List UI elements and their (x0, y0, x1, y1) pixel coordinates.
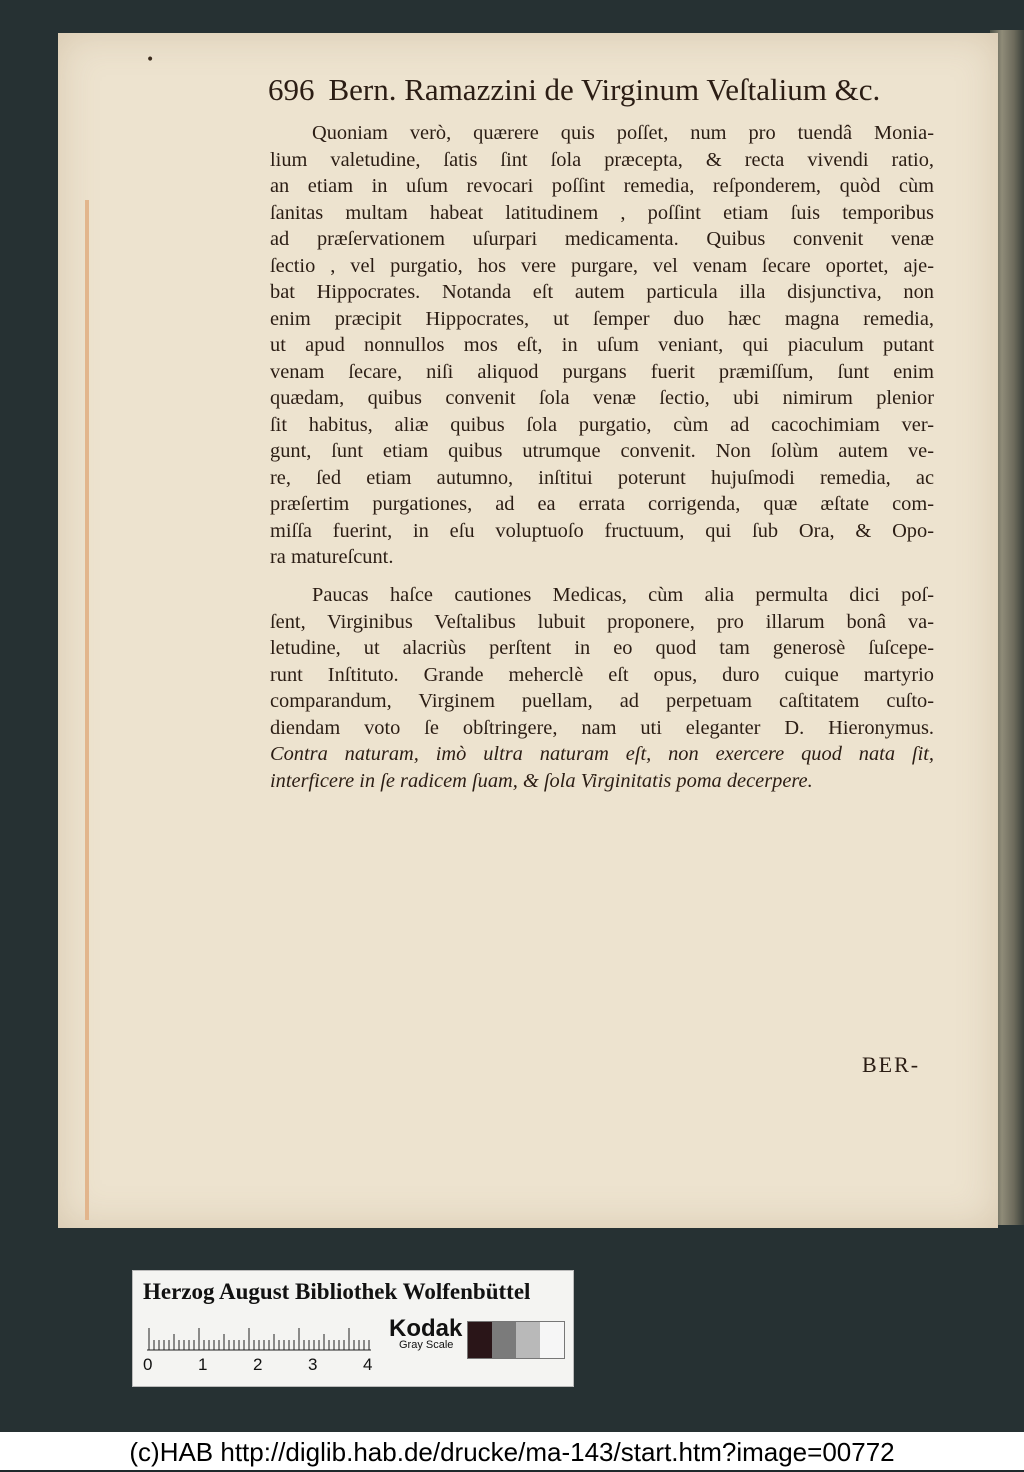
text-line: Contra naturam, imò ultra naturam eſt, non exercere quod nata ſit, (270, 743, 934, 765)
text-line: ſectio , vel purgatio, hos vere purgare, vel venam ſecare oportet, aje- (270, 254, 934, 277)
text-line: runt Inſtituto. Grande meherclè eſt opus, duro cuique martyrio (270, 663, 934, 686)
library-name: Herzog August Bibliothek Wolfenbüttel (143, 1279, 531, 1304)
swatch-dark-gray (492, 1322, 516, 1358)
gray-scale-label: Gray Scale (399, 1339, 454, 1351)
text-line: bat Hippocrates. Notanda eſt autem particula illa disjunctiva, non (270, 281, 934, 303)
text-line: ſanitas multam habeat latitudinem , poſſint etiam ſuis temporibus (270, 201, 934, 224)
text-line: letudine, ut alacriùs perſtent in eo quod tam generosè ſuſcepe- (270, 637, 934, 659)
text-line: gunt, ſunt etiam quibus utrumque convenit. Non ſolùm autem ve- (270, 440, 934, 462)
running-header (268, 72, 928, 116)
ruler-label: 1 (198, 1355, 208, 1374)
text-line: præſertim purgationes, ad ea errata corrigenda, quæ æſtate com- (270, 493, 934, 515)
copyright-footer: (c)HAB http://diglib.hab.de/drucke/ma-143/start.htm?image=00772 (0, 1432, 1024, 1470)
text-line: interficere in ſe radicem ſuam, & ſola Virginitatis poma decerpere. (270, 769, 813, 792)
paragraph-2 (270, 582, 934, 794)
ruler-label: 2 (253, 1355, 263, 1374)
gray-swatches (467, 1321, 565, 1359)
running-title: Bern. Ramazzini de Virginum Veſtalium &c. (328, 72, 881, 107)
text-line: Paucas haſce cautiones Medicas, cùm alia permulta dici poſ- (312, 584, 934, 606)
page-number: 696 (268, 72, 315, 107)
text-line: ad præſervationem uſurpari medicamenta. Quibus convenit venæ (270, 228, 934, 250)
paragraph-1 (270, 120, 934, 571)
text-line: an etiam in uſum revocari poſſint remedia, reſponderem, quòd cùm (270, 175, 934, 197)
text-line: diendam voto ſe obſtringere, nam uti eleganter D. Hieronymus. (270, 716, 934, 739)
text-line: ra matureſcunt. (270, 546, 394, 568)
ruler-label: 4 (363, 1355, 373, 1374)
text-line: venam ſecare, niſi aliquod purgans fuerit præmiſſum, ſunt enim (270, 360, 934, 383)
text-line: enim præcipit Hippocrates, ut ſemper duo hæc magna remedia, (270, 307, 934, 330)
text-line: ſit habitus, aliæ quibus ſola purgatio, cùm ad cacochimiam ver- (270, 413, 934, 436)
library-color-card (132, 1270, 574, 1387)
text-line: Quoniam verò, quærere quis poſſet, num pro tuendâ Monia- (312, 122, 934, 144)
swatch-black (468, 1322, 492, 1358)
text-line: quædam, quibus convenit ſola venæ ſectio, ubi nimirum plenior (270, 387, 934, 409)
text-line: ſent, Virginibus Veſtalibus lubuit proponere, pro illarum bonâ va- (270, 610, 934, 633)
text-line: lium valetudine, ſatis ſint ſola præcepta, & recta vivendi ratio, (270, 148, 934, 171)
ink-speck: • (146, 52, 155, 68)
swatch-white (540, 1322, 564, 1358)
kodak-logo: Kodak (389, 1315, 463, 1342)
text-line: comparandum, Virginem puellam, ad perpetuam caſtitatem cuſto- (270, 690, 934, 712)
ruler-labels (143, 1355, 383, 1377)
text-line: ut apud nonnullos mos eſt, in uſum veniant, qui piaculum putant (270, 334, 934, 356)
ruler-label: 0 (143, 1355, 153, 1374)
text-line: miſſa fuerint, in eſu voluptuoſo fructuum, qui ſub Ora, & Opo- (270, 519, 934, 542)
ruler-scale (147, 1321, 371, 1351)
page-gutter-stain (85, 200, 89, 1220)
text-line: re, ſed etiam autumno, inſtitui poterunt hujuſmodi remedia, ac (270, 466, 934, 489)
ruler-label: 3 (308, 1355, 318, 1374)
swatch-light-gray (516, 1322, 540, 1358)
catchword: BER- (862, 1052, 921, 1077)
